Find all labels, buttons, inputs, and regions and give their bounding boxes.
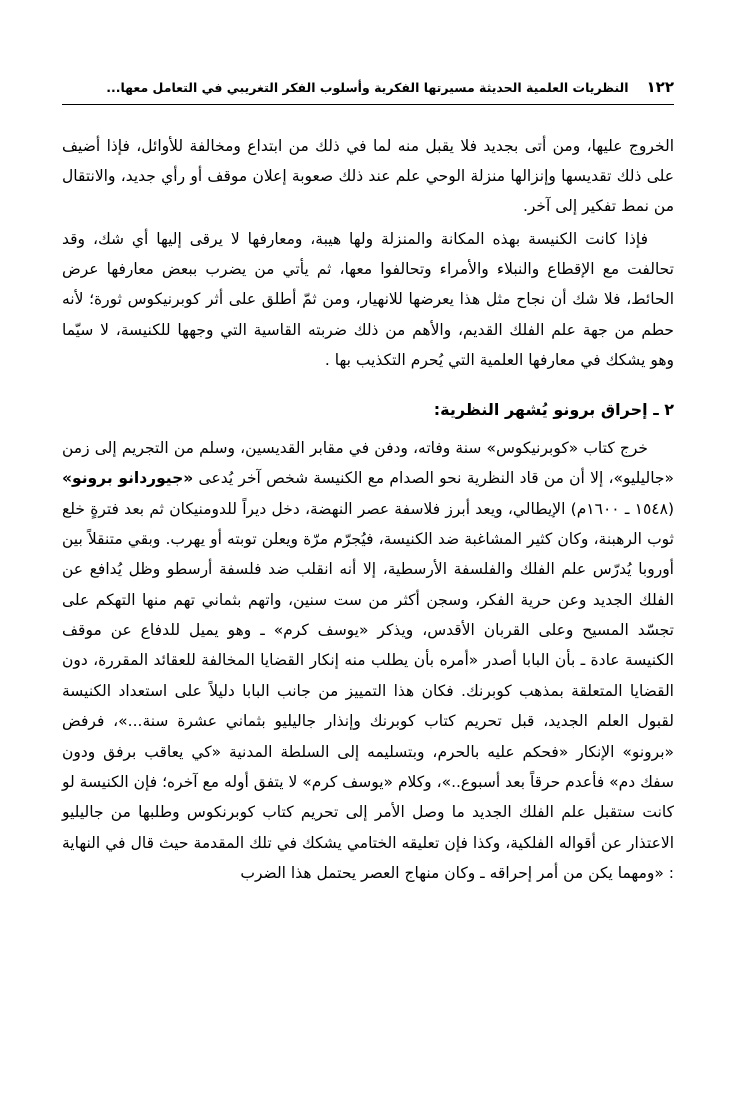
paragraph-3-pre: خرج كتاب «كوبرنيكوس» سنة وفاته، ودفن في مقابر القديسين، وسلم من التجريم إلى زمن «جاليليو»، إلا أن من قاد النظرية نحو الصدام مع الكنيسة شخص آخر يُدعى [62,438,674,488]
paragraph-1: الخروج عليها، ومن أتى بجديد فلا يقبل منه لما في ذلك من ابتداع ومخالفة للأوائل، فإذا أضيف على ذلك تقديسها وإنزالها منزلة الوحي علم عند ذلك صعوبة إعلان موقف أو رأي جديد، والانتقال من نمط تفكير إلى آخر. [62,136,674,216]
page-number: ١٢٢ [646,78,674,96]
paragraph-3 [62,433,674,889]
page-header [62,78,674,105]
paragraph-3-post: (١٥٤٨ ـ ١٦٠٠م) الإيطالي، ويعد أبرز فلاسفة عصر النهضة، دخل ديراً للدومنيكان ثم بعد فترةٍ خلع ثوب الرهبنة، وكان كثير المشاغبة ضد الكنيسة، فيُجرّم مرّة ويعلن توبته أو يهرب. وبقي متنقلاً بين أوروبا يُدرّس علم الفلك والفلسفة الأرسطية، إلا أنه انقلب ضد فلسفة أرسطو وظل يُدافع عن الفلك الجديد وعن حرية الفكر، وسجن أكثر من ست سنين، واتهم بثماني تهم منها التهكم على تجسّد المسيح وعلى القربان الأقدس، ويذكر «يوسف كرم» ـ وهو يميل للدفاع عن موقف الكنيسة عادة ـ بأن البابا أصدر «أمره بأن يطلب منه إنكار القضايا المخالفة للعقائد المقررة، دون القضايا المتعلقة بمذهب كوبرنك. فكان هذا التمييز من جانب البابا دليلاً على استعداد الكنيسة لقبول العلم الجديد، قبل تحريم كتاب كوبرنك وإنذار جاليليو بثماني عشرة سنة...»، فرفض «برونو» الإنكار «فحكم عليه بالحرم، وبتسليمه إلى السلطة المدنية «كي يعاقب برفق ودون سفك دم» فأعدم حرقاً بعد أسبوع..»، وكلام «يوسف كرم» لا يتفق أوله مع آخره؛ فإن الكنيسة لو كانت ستقبل علم الفلك الجديد ما وصل الأمر إلى تحريم كتاب كوبرنكوس وطلبها من جاليليو الاعتذار عن أقواله الفلكية، وكذا فإن تعليقه الختامي يشكك في تلك المقدمة حيث قال في النهاية : «ومهما يكن من أمر إحراقه ـ وكان منهاج العصر يحتمل هذا الضرب [62,499,674,883]
section-heading: ٢ ـ إحراق برونو يُشهر النظرية: [433,399,674,419]
running-head-title: النظريات العلمية الحديثة مسيرتها الفكرية وأسلوب الفكر التغريبي في التعامل معها... [106,80,629,95]
page-body [62,131,674,889]
paragraph-2: فإذا كانت الكنيسة بهذه المكانة والمنزلة ولها هيبة، ومعارفها لا يرقى إليها أي شك، وقد تحالفت مع الإقطاع والنبلاء والأمراء وتحالفوا معها، ثم يأتي من يضرب ببعض معارفها عرض الحائط، فلا شك أن نجاح مثل هذا يعرضها للانهيار، ومن ثمّ أطلق على أثر كوبرنيكوس ثورة؛ لأنه حطم من جهة علم الفلك القديم، والأهم من ذلك ضربته القاسية التي وجهها للكنيسة، لا سيّما وهو يشكك في معارفها العلمية التي يُحرم التكذيب بها . [62,229,674,370]
paragraph-3-bold-name: «جيوردانو برونو» [62,469,194,488]
